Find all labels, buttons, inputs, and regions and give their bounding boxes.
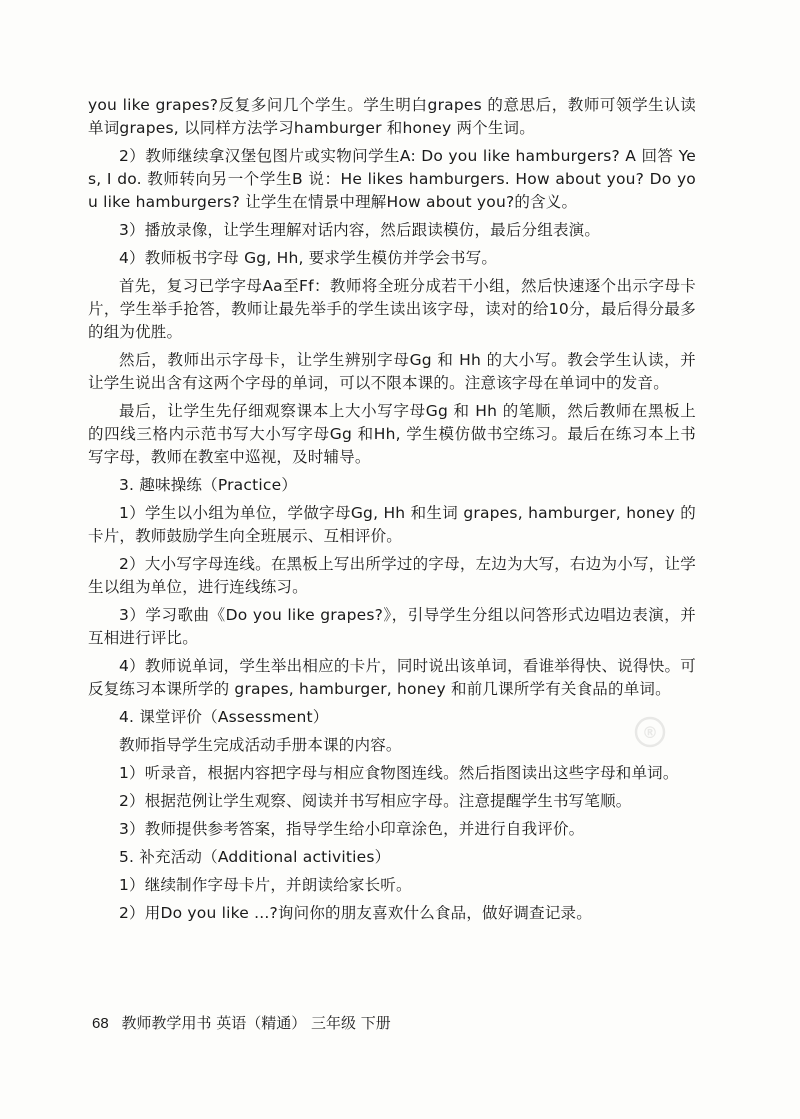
paragraph: 2）教师继续拿汉堡包图片或实物问学生A: Do you like hamburgers? A 回答 Yes, I do. 教师转向另一个学生B 说：He likes hamburgers. How about you? Do you like hamburgers? 让学生在情景中理解How about you?的含义。 [88,147,696,211]
paragraph: 3）教师提供参考答案，指导学生给小印章涂色，并进行自我评价。 [119,820,585,838]
paragraph: 然后，教师出示字母卡，让学生辨别字母Gg 和 Hh 的大小写。教会学生认读，并让学生说出含有这两个字母的单词，可以不限本课的。注意该字母在单词中的发音。 [88,351,696,392]
paragraph: 4. 课堂评价（Assessment） [119,708,329,726]
paragraph: 1）继续制作字母卡片，并朗读给家长听。 [119,876,412,894]
paragraph: 2）大小写字母连线。在黑板上写出所学过的字母，左边为大写，右边为小写，让学生以组为单位，进行连线练习。 [88,555,696,596]
paragraph: 5. 补充活动（Additional activities） [119,848,391,866]
paragraph: 2）根据范例让学生观察、阅读并书写相应字母。注意提醒学生书写笔顺。 [119,792,632,810]
book-title: 教师教学用书 英语（精通） 三年级 下册 [121,1014,391,1032]
paragraph: 教师指导学生完成活动手册本课的内容。 [119,736,402,754]
paragraph: 4）教师说单词，学生举出相应的卡片，同时说出该单词，看谁举得快、说得快。可反复练习本课所学的 grapes, hamburger, honey 和前几课所学有关食品的单词。 [88,657,696,698]
paragraph: 3. 趣味操练（Practice） [119,476,298,494]
page-number: 68 [92,1015,109,1032]
paragraph: 1）学生以小组为单位，学做字母Gg, Hh 和生词 grapes, hamburger, honey 的卡片，教师鼓励学生向全班展示、互相评价。 [88,504,696,545]
svg-text:®: ® [642,723,658,742]
page-footer [92,1013,391,1034]
paragraph: 3）学习歌曲《Do you like grapes?》，引导学生分组以问答形式边唱边表演，并互相进行评比。 [88,606,696,647]
paragraph: you like grapes?反复多问几个学生。学生明白grapes 的意思后，教师可领学生认读单词grapes, 以同样方法学习hamburger 和honey 两个生词。 [88,96,696,137]
paragraph: 3）播放录像，让学生理解对话内容，然后跟读模仿，最后分组表演。 [119,221,601,239]
document-body [88,94,696,930]
paragraph: 最后，让学生先仔细观察课本上大小写字母Gg 和 Hh 的笔顺，然后教师在黑板上的四线三格内示范书写大小写字母Gg 和Hh, 学生模仿做书空练习。最后在练习本上书写字母，教师在教室中巡视，及时辅导。 [88,402,696,466]
paragraph: 4）教师板书字母 Gg, Hh, 要求学生模仿并学会书写。 [119,249,498,267]
paragraph: 1）听录音，根据内容把字母与相应食物图连线。然后指图读出这些字母和单词。 [119,764,679,782]
paragraph: 首先，复习已学字母Aa至Ff：教师将全班分成若干小组，然后快速逐个出示字母卡片，学生举手抢答，教师让最先举手的学生读出该字母，读对的给10分，最后得分最多的组为优胜。 [88,277,696,341]
paragraph: 2）用Do you like ...?询问你的朋友喜欢什么食品，做好调查记录。 [119,904,592,922]
